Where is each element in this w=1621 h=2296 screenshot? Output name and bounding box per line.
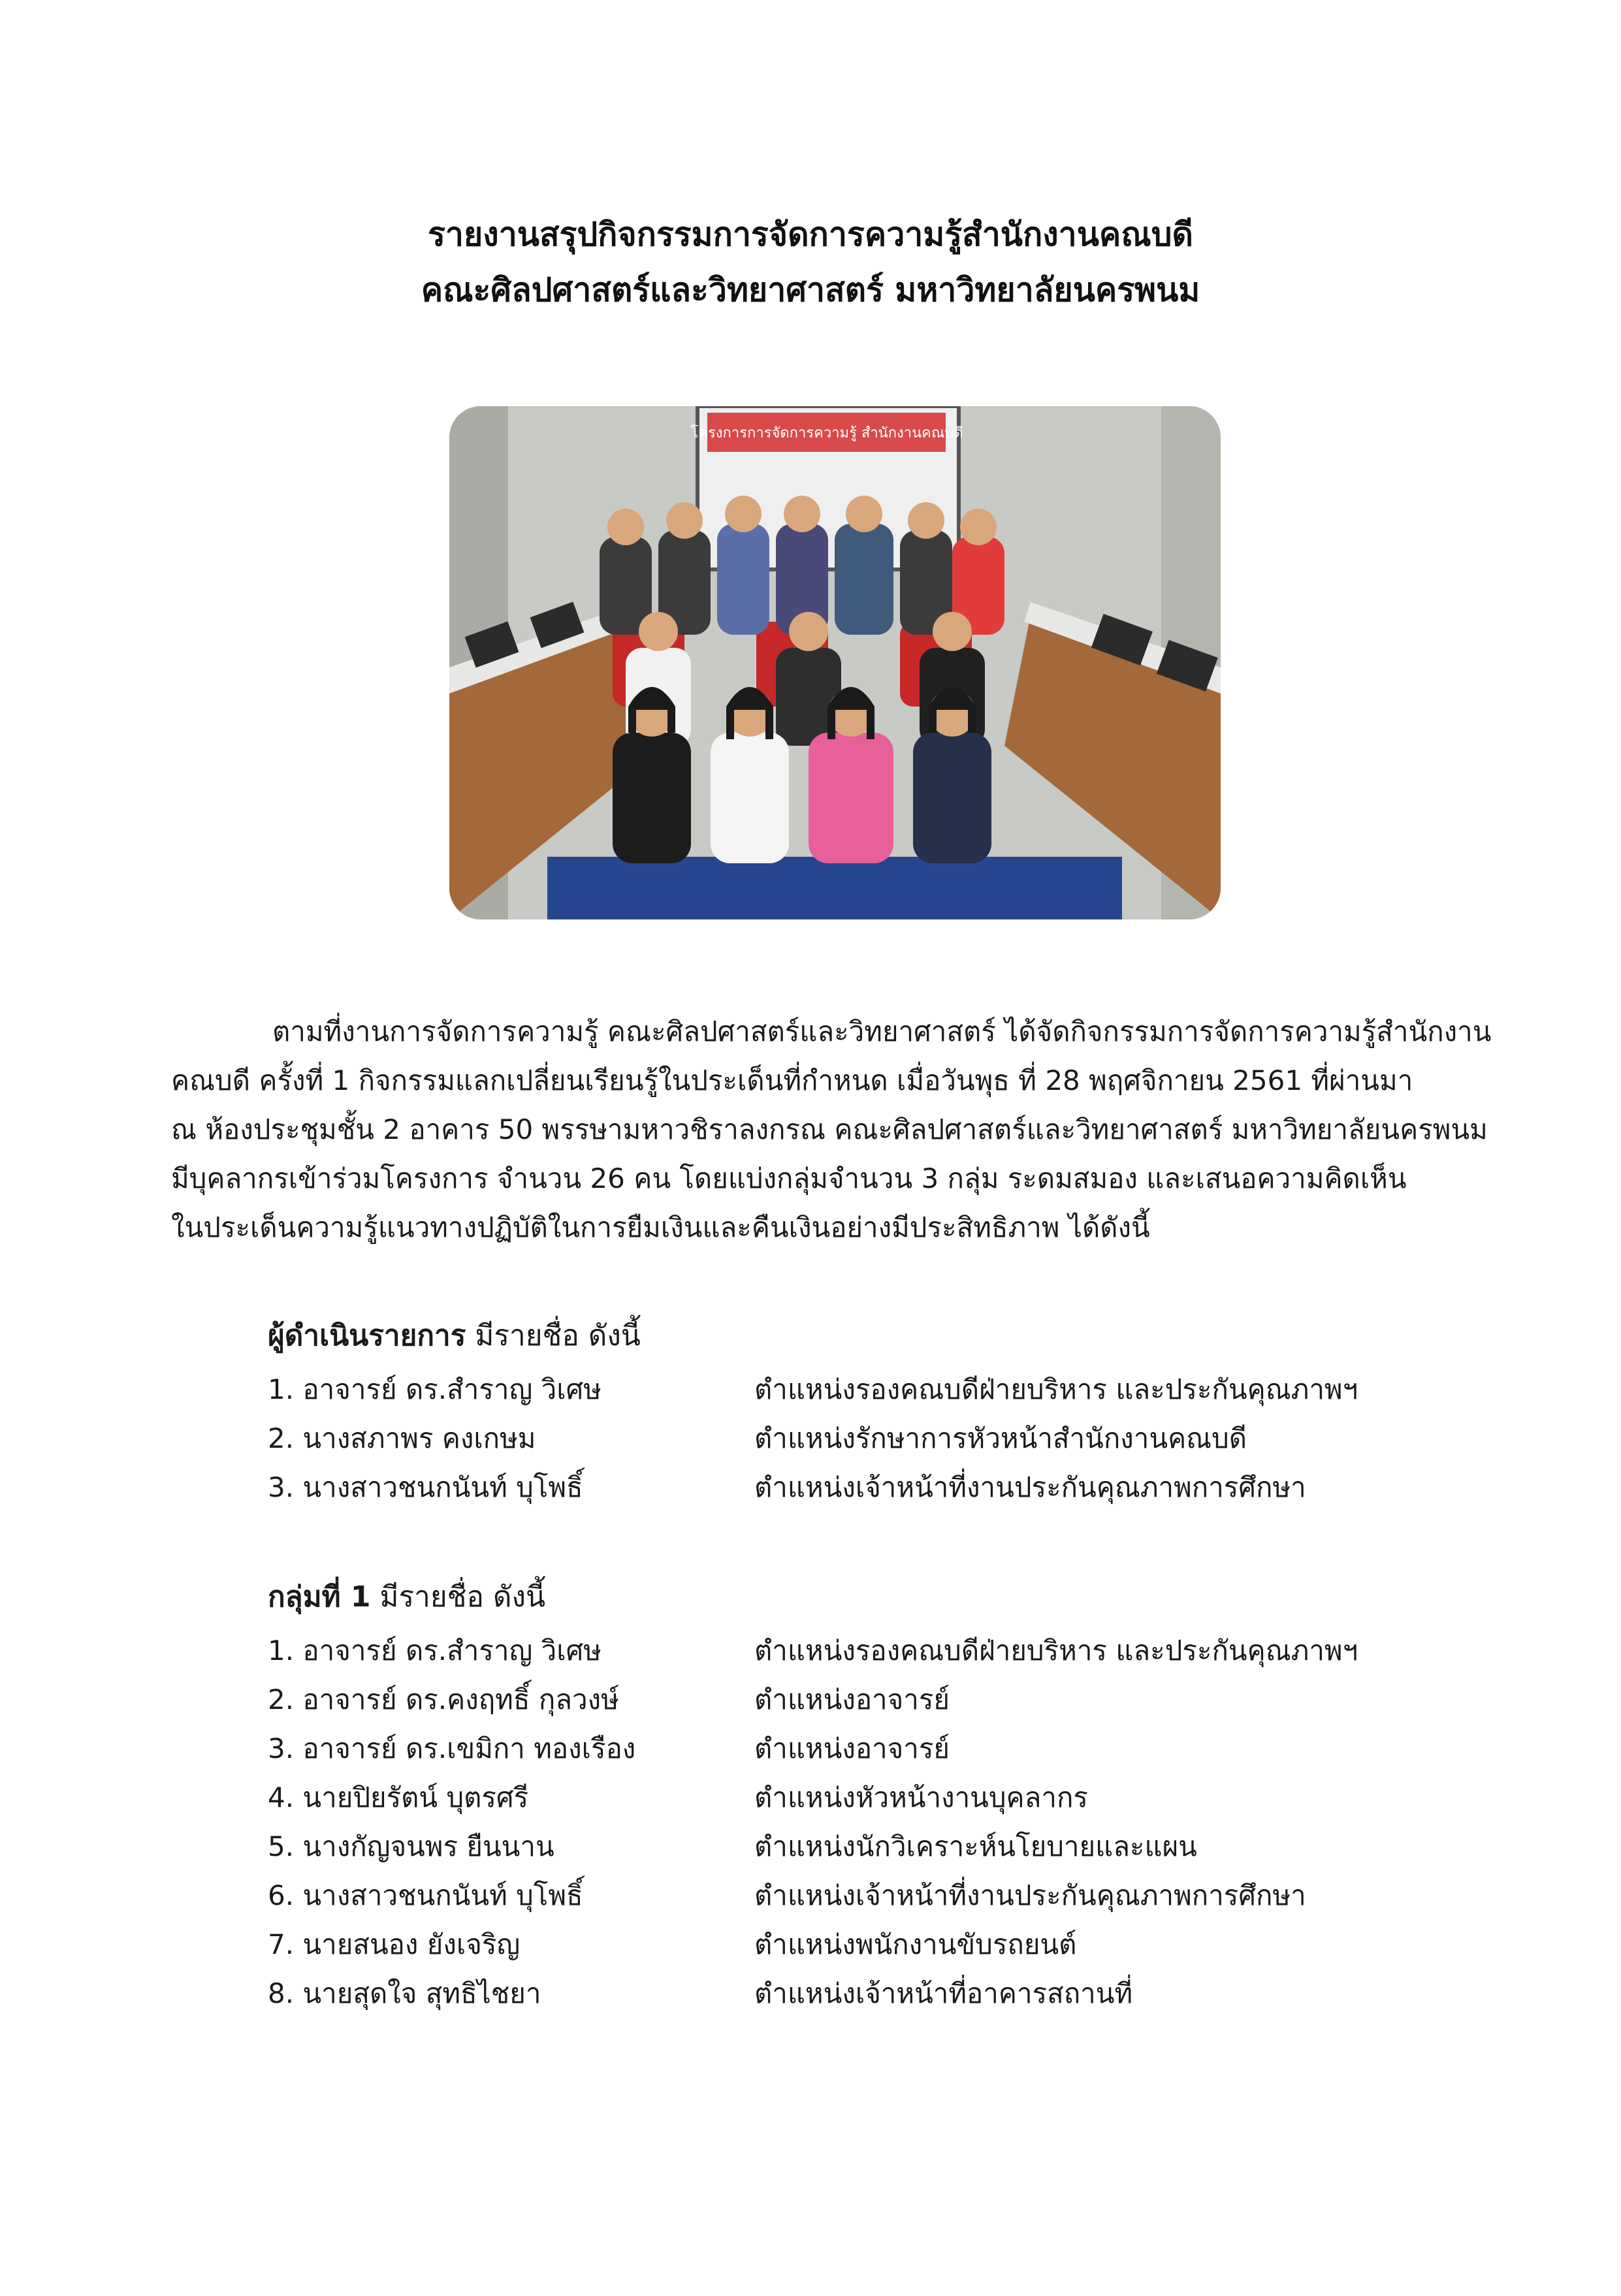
organizers-list	[268, 1365, 1443, 1512]
member-name: 7. นายสนอง ยังเจริญ	[268, 1928, 521, 1960]
paragraph-line: มีบุคลากรเข้าร่วมโครงการ จำนวน 26 คน โดยแบ่งกลุ่มจำนวน 3 กลุ่ม ระดมสมอง และเสนอความคิดเห็น	[171, 1162, 1407, 1194]
member-name: 3. อาจารย์ ดร.เขมิกา ทองเรือง	[268, 1732, 636, 1764]
list-item	[268, 1871, 1443, 1920]
member-name: 3. นางสาวชนกนันท์ บุโพธิ์	[268, 1471, 583, 1503]
list-item	[268, 1773, 1443, 1822]
member-position: ตำแหน่งอาจารย์	[754, 1732, 950, 1764]
member-name: 4. นายปิยรัตน์ บุตรศรี	[268, 1781, 529, 1813]
member-name: 2. นางสภาพร คงเกษม	[268, 1422, 536, 1454]
member-position: ตำแหน่งรองคณบดีฝ่ายบริหาร และประกันคุณภาพฯ	[754, 1634, 1358, 1666]
list-item	[268, 1969, 1443, 2018]
list-item	[268, 1463, 1443, 1512]
group1-heading-rest: มีรายชื่อ ดังนี้	[370, 1580, 546, 1614]
member-position: ตำแหน่งรักษาการหัวหน้าสำนักงานคณบดี	[754, 1422, 1247, 1454]
group1-list	[268, 1626, 1443, 2018]
paragraph-line: คณบดี ครั้งที่ 1 กิจกรรมแลกเปลี่ยนเรียนรู้ในประเด็นที่กำหนด เมื่อวันพุธ ที่ 28 พฤศจิกายน 2561 ที่ผ่านมา	[171, 1064, 1413, 1096]
report-title-line-1: รายงานสรุปกิจกรรมการจัดการความรู้สำนักงานคณบดี	[428, 215, 1193, 253]
list-item	[268, 1920, 1443, 1969]
summary-paragraph	[171, 1007, 1492, 1252]
group1-heading-bold: กลุ่มที่ 1	[268, 1580, 371, 1614]
paragraph-line: ณ ห้องประชุมชั้น 2 อาคาร 50 พรรษามหาวชิราลงกรณ คณะศิลปศาสตร์และวิทยาศาสตร์ มหาวิทยาลัยนครพนม	[171, 1113, 1488, 1145]
member-position: ตำแหน่งเจ้าหน้าที่อาคารสถานที่	[754, 1977, 1133, 2009]
member-name: 6. นางสาวชนกนันท์ บุโพธิ์	[268, 1879, 583, 1911]
list-item	[268, 1724, 1443, 1773]
organizers-heading-rest: มีรายชื่อ ดังนี้	[466, 1319, 641, 1352]
member-position: ตำแหน่งนักวิเคราะห์นโยบายและแผน	[754, 1830, 1197, 1862]
member-position: ตำแหน่งรองคณบดีฝ่ายบริหาร และประกันคุณภาพฯ	[754, 1373, 1358, 1405]
organizers-heading-bold: ผู้ดำเนินรายการ	[268, 1319, 466, 1352]
member-position: ตำแหน่งพนักงานขับรถยนต์	[754, 1928, 1077, 1960]
member-name: 2. อาจารย์ ดร.คงฤทธิ์ กุลวงษ์	[268, 1683, 619, 1715]
paragraph-line: ตามที่งานการจัดการความรู้ คณะศิลปศาสตร์และวิทยาศาสตร์ ได้จัดกิจกรรมการจัดการความรู้สำนักงาน	[272, 1015, 1492, 1047]
member-position: ตำแหน่งเจ้าหน้าที่งานประกันคุณภาพการศึกษา	[754, 1471, 1306, 1503]
member-name: 8. นายสุดใจ สุทธิไชยา	[268, 1977, 541, 2009]
group-photo	[449, 406, 1221, 919]
member-name: 5. นางกัญจนพร ยืนนาน	[268, 1830, 554, 1862]
list-item	[268, 1626, 1443, 1675]
organizers-heading	[268, 1313, 641, 1358]
member-name: 1. อาจารย์ ดร.สำราญ วิเศษ	[268, 1373, 602, 1405]
member-position: ตำแหน่งเจ้าหน้าที่งานประกันคุณภาพการศึกษา	[754, 1879, 1306, 1911]
list-item	[268, 1365, 1443, 1414]
list-item	[268, 1414, 1443, 1463]
report-title-line-2: คณะศิลปศาสตร์และวิทยาศาสตร์ มหาวิทยาลัยนครพนม	[421, 271, 1200, 309]
member-position: ตำแหน่งอาจารย์	[754, 1683, 950, 1715]
list-item	[268, 1675, 1443, 1724]
paragraph-line: ในประเด็นความรู้แนวทางปฏิบัติในการยืมเงินและคืนเงินอย่างมีประสิทธิภาพ ได้ดังนี้	[171, 1211, 1150, 1243]
member-position: ตำแหน่งหัวหน้างานบุคลากร	[754, 1781, 1088, 1813]
group1-heading	[268, 1574, 545, 1619]
member-name: 1. อาจารย์ ดร.สำราญ วิเศษ	[268, 1634, 602, 1666]
screen-banner-text: โครงการการจัดการความรู้ สำนักงานคณบดี	[690, 425, 963, 441]
list-item	[268, 1822, 1443, 1871]
